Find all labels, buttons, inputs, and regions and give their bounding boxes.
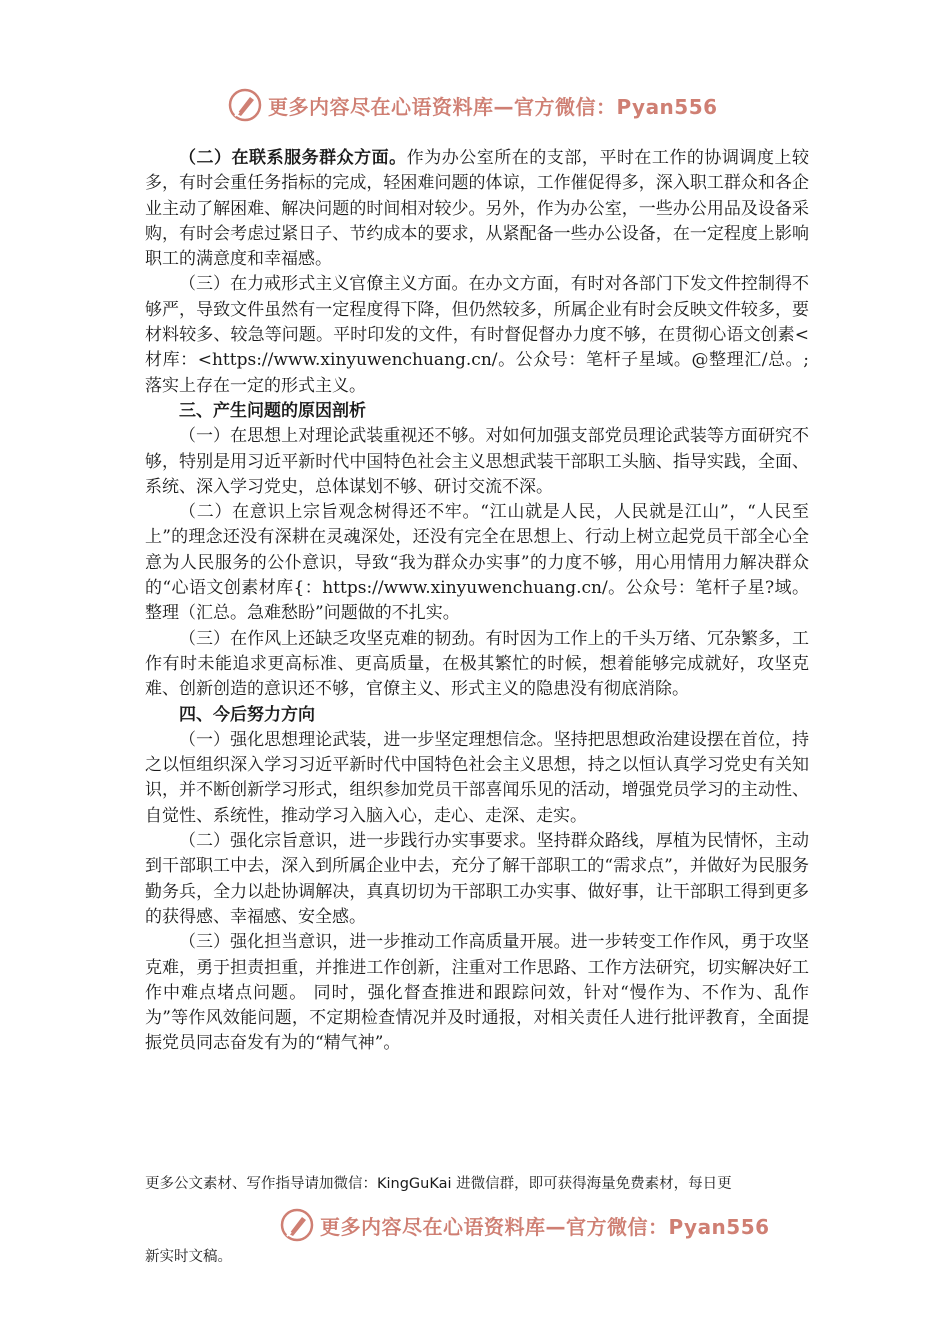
paragraph-lead: （二）在联系服务群众方面。	[179, 148, 407, 168]
watermark-text: 更多内容尽在心语资料库—官方微信：Pyan556	[268, 94, 718, 119]
pen-nib-logo-icon	[280, 1208, 314, 1242]
pen-nib-logo-icon	[228, 88, 262, 122]
paragraph-text: （二）在意识上宗旨观念树得还不牢。“江山就是人民，人民就是江山”，“人民至上”的理念还没有深耕在灵魂深处，还没有完全在思想上、行动上树立起党员干部全心全意为人民服务的公仆意识，导致“我为群众办实事”的力度不够，用心用情用力解决群众的“心语文创素材库{：https://www.xinyuwenchuang.cn/。公众号：笔杆子星?域。整理（汇总。急难愁盼”问题做的不扎实。	[145, 502, 809, 624]
paragraph-10	[145, 930, 809, 1056]
paragraph-5	[145, 500, 809, 626]
watermark-header	[228, 88, 718, 122]
paragraph-text: （一）强化思想理论武装，进一步坚定理想信念。坚持把思想政治建设摆在首位，持之以恒组织深入学习习近平新时代中国特色社会主义思想，持之以恒认真学习党史有关知识，并不断创新学习形式，组织参加党员干部喜闻乐见的活动，增强党员学习的主动性、自觉性、系统性，推动学习入脑入心，走心、走深、走实。	[145, 729, 809, 826]
paragraph-1	[145, 146, 809, 272]
paragraph-text: 作为办公室所在的支部，平时在工作的协调调度上较多，有时会重任务指标的完成，轻困难问题的体谅，工作催促得多，深入职工群众和各企业主动了解困难、解决问题的时间相对较少。另外，作为办公室，一些办公用品及设备采购，有时会考虑过紧日子、节约成本的要求，从紧配备一些办公设备，在一定程度上影响职工的满意度和幸福感。	[145, 148, 810, 270]
paragraph-4	[145, 424, 809, 500]
watermark-text: 更多内容尽在心语资料库—官方微信：Pyan556	[320, 1214, 770, 1239]
section-heading: 四、今后努力方向	[179, 704, 315, 725]
paragraph-text: （一）在思想上对理论武装重视还不够。对如何加强支部党员理论武装等方面研究不够，特别是用习近平新时代中国特色社会主义思想武装干部职工头脑、指导实践，全面、系统、深入学习党史，总体谋划不够、研讨交流不深。	[145, 426, 809, 497]
paragraph-text: （三）在力戒形式主义官僚主义方面。在办文方面，有时对各部门下发文件控制得不够严，导致文件虽然有一定程度得下降，但仍然较多，所属企业有时会反映文件较多，要材料较多、较急等问题。平时印发的文件，有时督促督办力度不够，在贯彻心语文创素<材库：<https://www.xinyuwenchuang.cn/。公众号：笔杆子星域。@整理汇/总。;落实上存在一定的形式主义。	[145, 274, 809, 396]
footer-promo-line-1: 更多公文素材、写作指导请加微信：KingGuKai 进微信群，即可获得海量免费素材，每日更	[145, 1176, 732, 1192]
paragraph-8	[145, 728, 809, 829]
paragraph-text: （三）强化担当意识，进一步推动工作高质量开展。进一步转变工作作风，勇于攻坚克难，勇于担责担重，并推进工作创新，注重对工作思路、工作方法研究，切实解决好工作中难点堵点问题。 同时，强化督查推进和跟踪问效，针对“慢作为、不作为、乱作为”等作风效能问题，不定期检查情况并及时通报，对相关责任人进行批评教育，全面提振党员同志奋发有为的“精气神”。	[145, 932, 809, 1054]
paragraph-9	[145, 829, 809, 930]
paragraph-text: （二）强化宗旨意识，进一步践行办实事要求。坚持群众路线，厚植为民情怀，主动到干部职工中去，深入到所属企业中去，充分了解干部职工的“需求点”，并做好为民服务勤务兵，全力以赴协调解决，真真切切为干部职工办实事、做好事，让干部职工得到更多的获得感、幸福感、安全感。	[145, 831, 809, 927]
document-body	[145, 146, 809, 1057]
section-heading: 三、产生问题的原因剖析	[179, 400, 366, 421]
paragraph-2	[145, 272, 809, 398]
watermark-footer	[280, 1208, 770, 1242]
footer-promo-line-2: 新实时文稿。	[145, 1249, 232, 1265]
paragraph-6	[145, 627, 809, 703]
paragraph-text: （三）在作风上还缺乏攻坚克难的韧劲。有时因为工作上的千头万绪、冗杂繁多，工作有时未能追求更高标准、更高质量，在极其繁忙的时候，想着能够完成就好，攻坚克难、创新创造的意识还不够，官僚主义、形式主义的隐患没有彻底消除。	[145, 628, 809, 700]
